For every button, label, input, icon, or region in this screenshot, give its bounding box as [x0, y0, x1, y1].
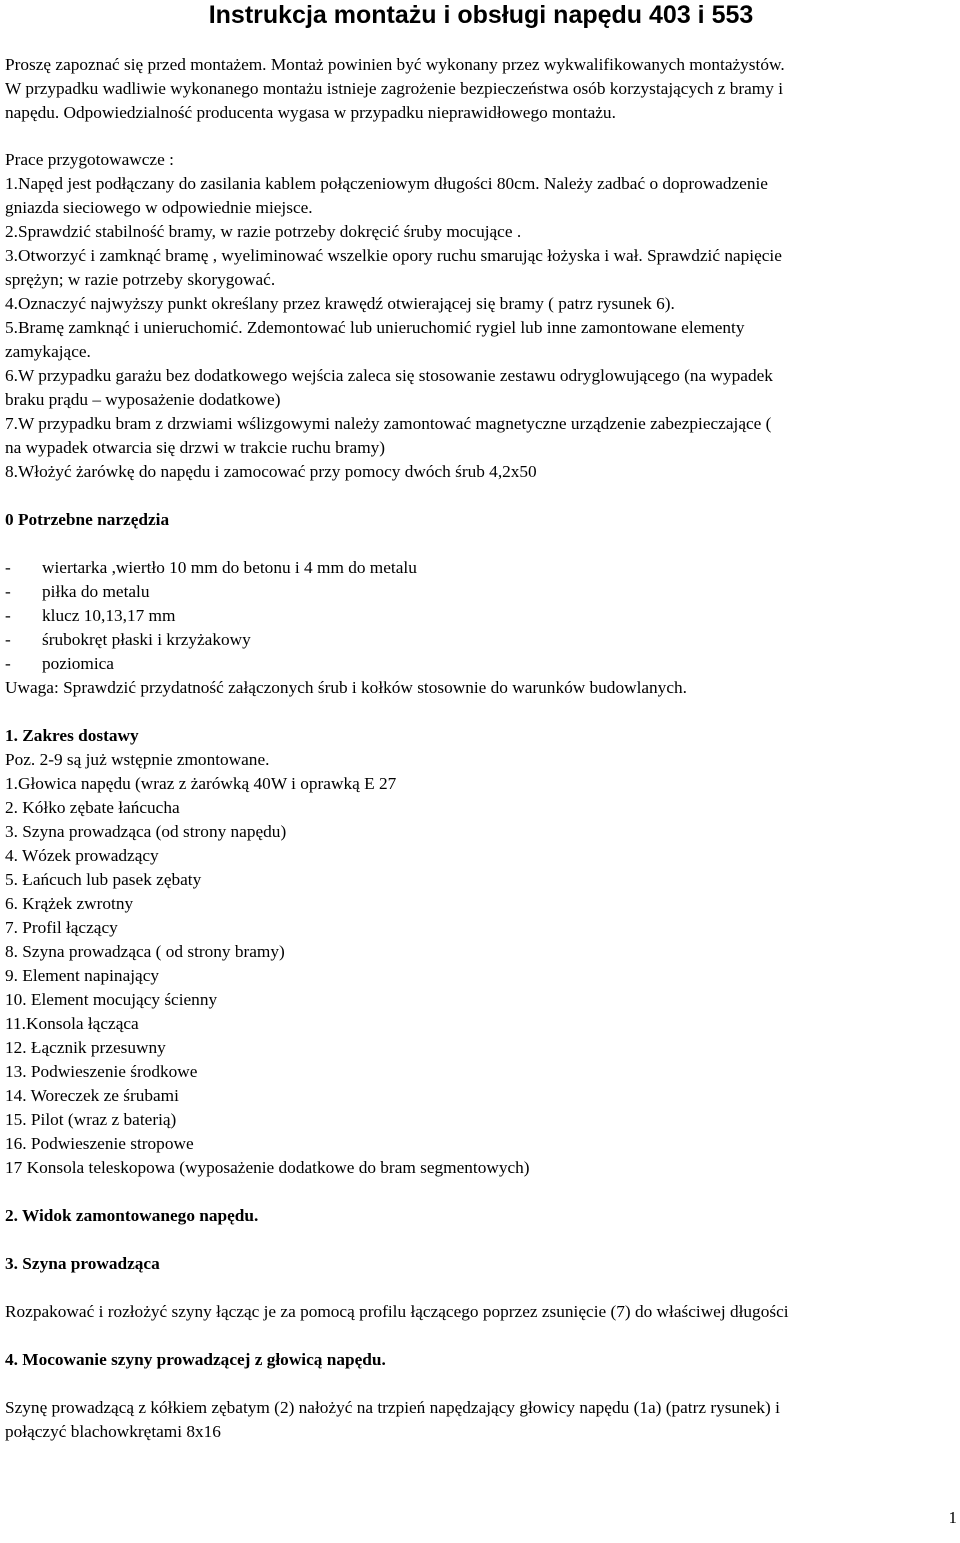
tool-label: poziomica: [42, 654, 114, 673]
tool-item: [5, 652, 957, 676]
section3-heading: 3. Szyna prowadząca: [5, 1254, 160, 1273]
tools-heading: 0 Potrzebne narzędzia: [5, 510, 170, 529]
section4-heading: 4. Mocowanie szyny prowadzącej z głowicą napędu.: [5, 1350, 386, 1369]
bullet-dash: -: [5, 582, 11, 601]
prep-line: 1.Napęd jest podłączany do zasilania kablem połączeniowym długości 80cm. Należy zadbać o doprowadzenie: [5, 174, 768, 193]
prep-heading: Prace przygotowawcze :: [5, 150, 174, 169]
spacer: [5, 1180, 957, 1204]
tool-item: [5, 628, 957, 652]
delivery-item: 13. Podwieszenie środkowe: [5, 1062, 198, 1081]
prep-line: 3.Otworzyć i zamknąć bramę , wyeliminować wszelkie opory ruchu smarując łożyska i wał. Sprawdzić napięcie: [5, 246, 782, 265]
delivery-item: 3. Szyna prowadząca (od strony napędu): [5, 822, 287, 841]
delivery-item: 1.Głowica napędu (wraz z żarówką 40W i oprawką E 27: [5, 774, 397, 793]
section3-text: Rozpakować i rozłożyć szyny łącząc je za pomocą profilu łączącego poprzez zsunięcie (7) do właściwej długości: [5, 1302, 789, 1321]
delivery-note: Poz. 2-9 są już wstępnie zmontowane.: [5, 750, 270, 769]
prep-line: 7.W przypadku bram z drzwiami wślizgowymi należy zamontować magnetyczne urządzenie zabezpieczające (: [5, 414, 772, 433]
document-title: Instrukcja montażu i obsługi napędu 403 i 553: [208, 1, 754, 29]
page-number: 1: [948, 1508, 957, 1527]
prep-line: zamykające.: [5, 342, 91, 361]
delivery-item: 11.Konsola łącząca: [5, 1014, 139, 1033]
delivery-item: 4. Wózek prowadzący: [5, 846, 159, 865]
bullet-dash: -: [5, 630, 11, 649]
delivery-item: 12. Łącznik przesuwny: [5, 1038, 166, 1057]
delivery-item: 10. Element mocujący ścienny: [5, 990, 218, 1009]
spacer: [5, 700, 957, 724]
section4: [5, 1348, 957, 1444]
spacer: [5, 484, 957, 508]
prep-line: 6.W przypadku garażu bez dodatkowego wejścia zaleca się stosowanie zestawu odryglowującego (na wypadek: [5, 366, 773, 385]
prep-line: 4.Oznaczyć najwyższy punkt określany przez krawędź otwierającej się bramy ( patrz rysunek 6).: [5, 294, 675, 313]
intro-line: W przypadku wadliwie wykonanego montażu istnieje zagrożenie bezpieczeństwa osób korzystających z bramy i: [5, 79, 784, 98]
bullet-dash: -: [5, 558, 11, 577]
prep-line: 2.Sprawdzić stabilność bramy, w razie potrzeby dokręcić śruby mocujące .: [5, 222, 522, 241]
delivery-heading: 1. Zakres dostawy: [5, 726, 139, 745]
tools-note: Uwaga: Sprawdzić przydatność załączonych śrub i kołków stosownie do warunków budowlanych.: [5, 678, 687, 697]
delivery-item: 14. Woreczek ze śrubami: [5, 1086, 179, 1105]
section4-line: Szynę prowadzącą z kółkiem zębatym (2) nałożyć na trzpień napędzający głowicy napędu (1a) (patrz rysunek) i: [5, 1398, 780, 1417]
delivery-item: 17 Konsola teleskopowa (wyposażenie dodatkowe do bram segmentowych): [5, 1158, 530, 1177]
delivery-item: 16. Podwieszenie stropowe: [5, 1134, 194, 1153]
prep-line: 8.Włożyć żarówkę do napędu i zamocować przy pomocy dwóch śrub 4,2x50: [5, 462, 537, 481]
prep-line: gniazda sieciowego w odpowiednie miejsce.: [5, 198, 313, 217]
prep-line: sprężyn; w razie potrzeby skorygować.: [5, 270, 276, 289]
document-page: [5, 0, 957, 1444]
section2-heading: 2. Widok zamontowanego napędu.: [5, 1206, 259, 1225]
bullet-dash: -: [5, 654, 11, 673]
tool-label: piłka do metalu: [42, 582, 150, 601]
intro-line: Proszę zapoznać się przed montażem. Montaż powinien być wykonany przez wykwalifikowanych montażystów.: [5, 55, 785, 74]
tool-item: [5, 580, 957, 604]
prep-line: braku prądu – wyposażenie dodatkowe): [5, 390, 281, 409]
tool-label: wiertarka ,wiertło 10 mm do betonu i 4 mm do metalu: [42, 558, 417, 577]
tool-label: klucz 10,13,17 mm: [42, 606, 176, 625]
bullet-dash: -: [5, 606, 11, 625]
delivery-section: [5, 724, 957, 1180]
delivery-item: 6. Krążek zwrotny: [5, 894, 134, 913]
spacer: [5, 1276, 957, 1300]
intro-paragraph: [5, 53, 957, 125]
tool-label: śrubokręt płaski i krzyżakowy: [42, 630, 251, 649]
delivery-item: 8. Szyna prowadząca ( od strony bramy): [5, 942, 285, 961]
spacer: [5, 1372, 957, 1396]
section3: [5, 1252, 957, 1324]
section4-line: połączyć blachowkrętami 8x16: [5, 1422, 221, 1441]
tool-item: [5, 604, 957, 628]
tools-section: [5, 508, 957, 700]
delivery-item: 5. Łańcuch lub pasek zębaty: [5, 870, 202, 889]
spacer: [5, 1228, 957, 1252]
delivery-item: 15. Pilot (wraz z baterią): [5, 1110, 177, 1129]
spacer: [5, 532, 957, 556]
prep-line: 5.Bramę zamknąć i unieruchomić. Zdemontować lub unieruchomić rygiel lub inne zamontowane elementy: [5, 318, 745, 337]
spacer: [5, 1324, 957, 1348]
delivery-item: 2. Kółko zębate łańcucha: [5, 798, 180, 817]
prep-line: na wypadek otwarcia się drzwi w trakcie ruchu bramy): [5, 438, 386, 457]
delivery-item: 7. Profil łączący: [5, 918, 118, 937]
prep-section: [5, 148, 957, 484]
tool-item: [5, 556, 957, 580]
intro-line: napędu. Odpowiedzialność producenta wygasa w przypadku nieprawidłowego montażu.: [5, 103, 616, 122]
delivery-item: 9. Element napinający: [5, 966, 160, 985]
